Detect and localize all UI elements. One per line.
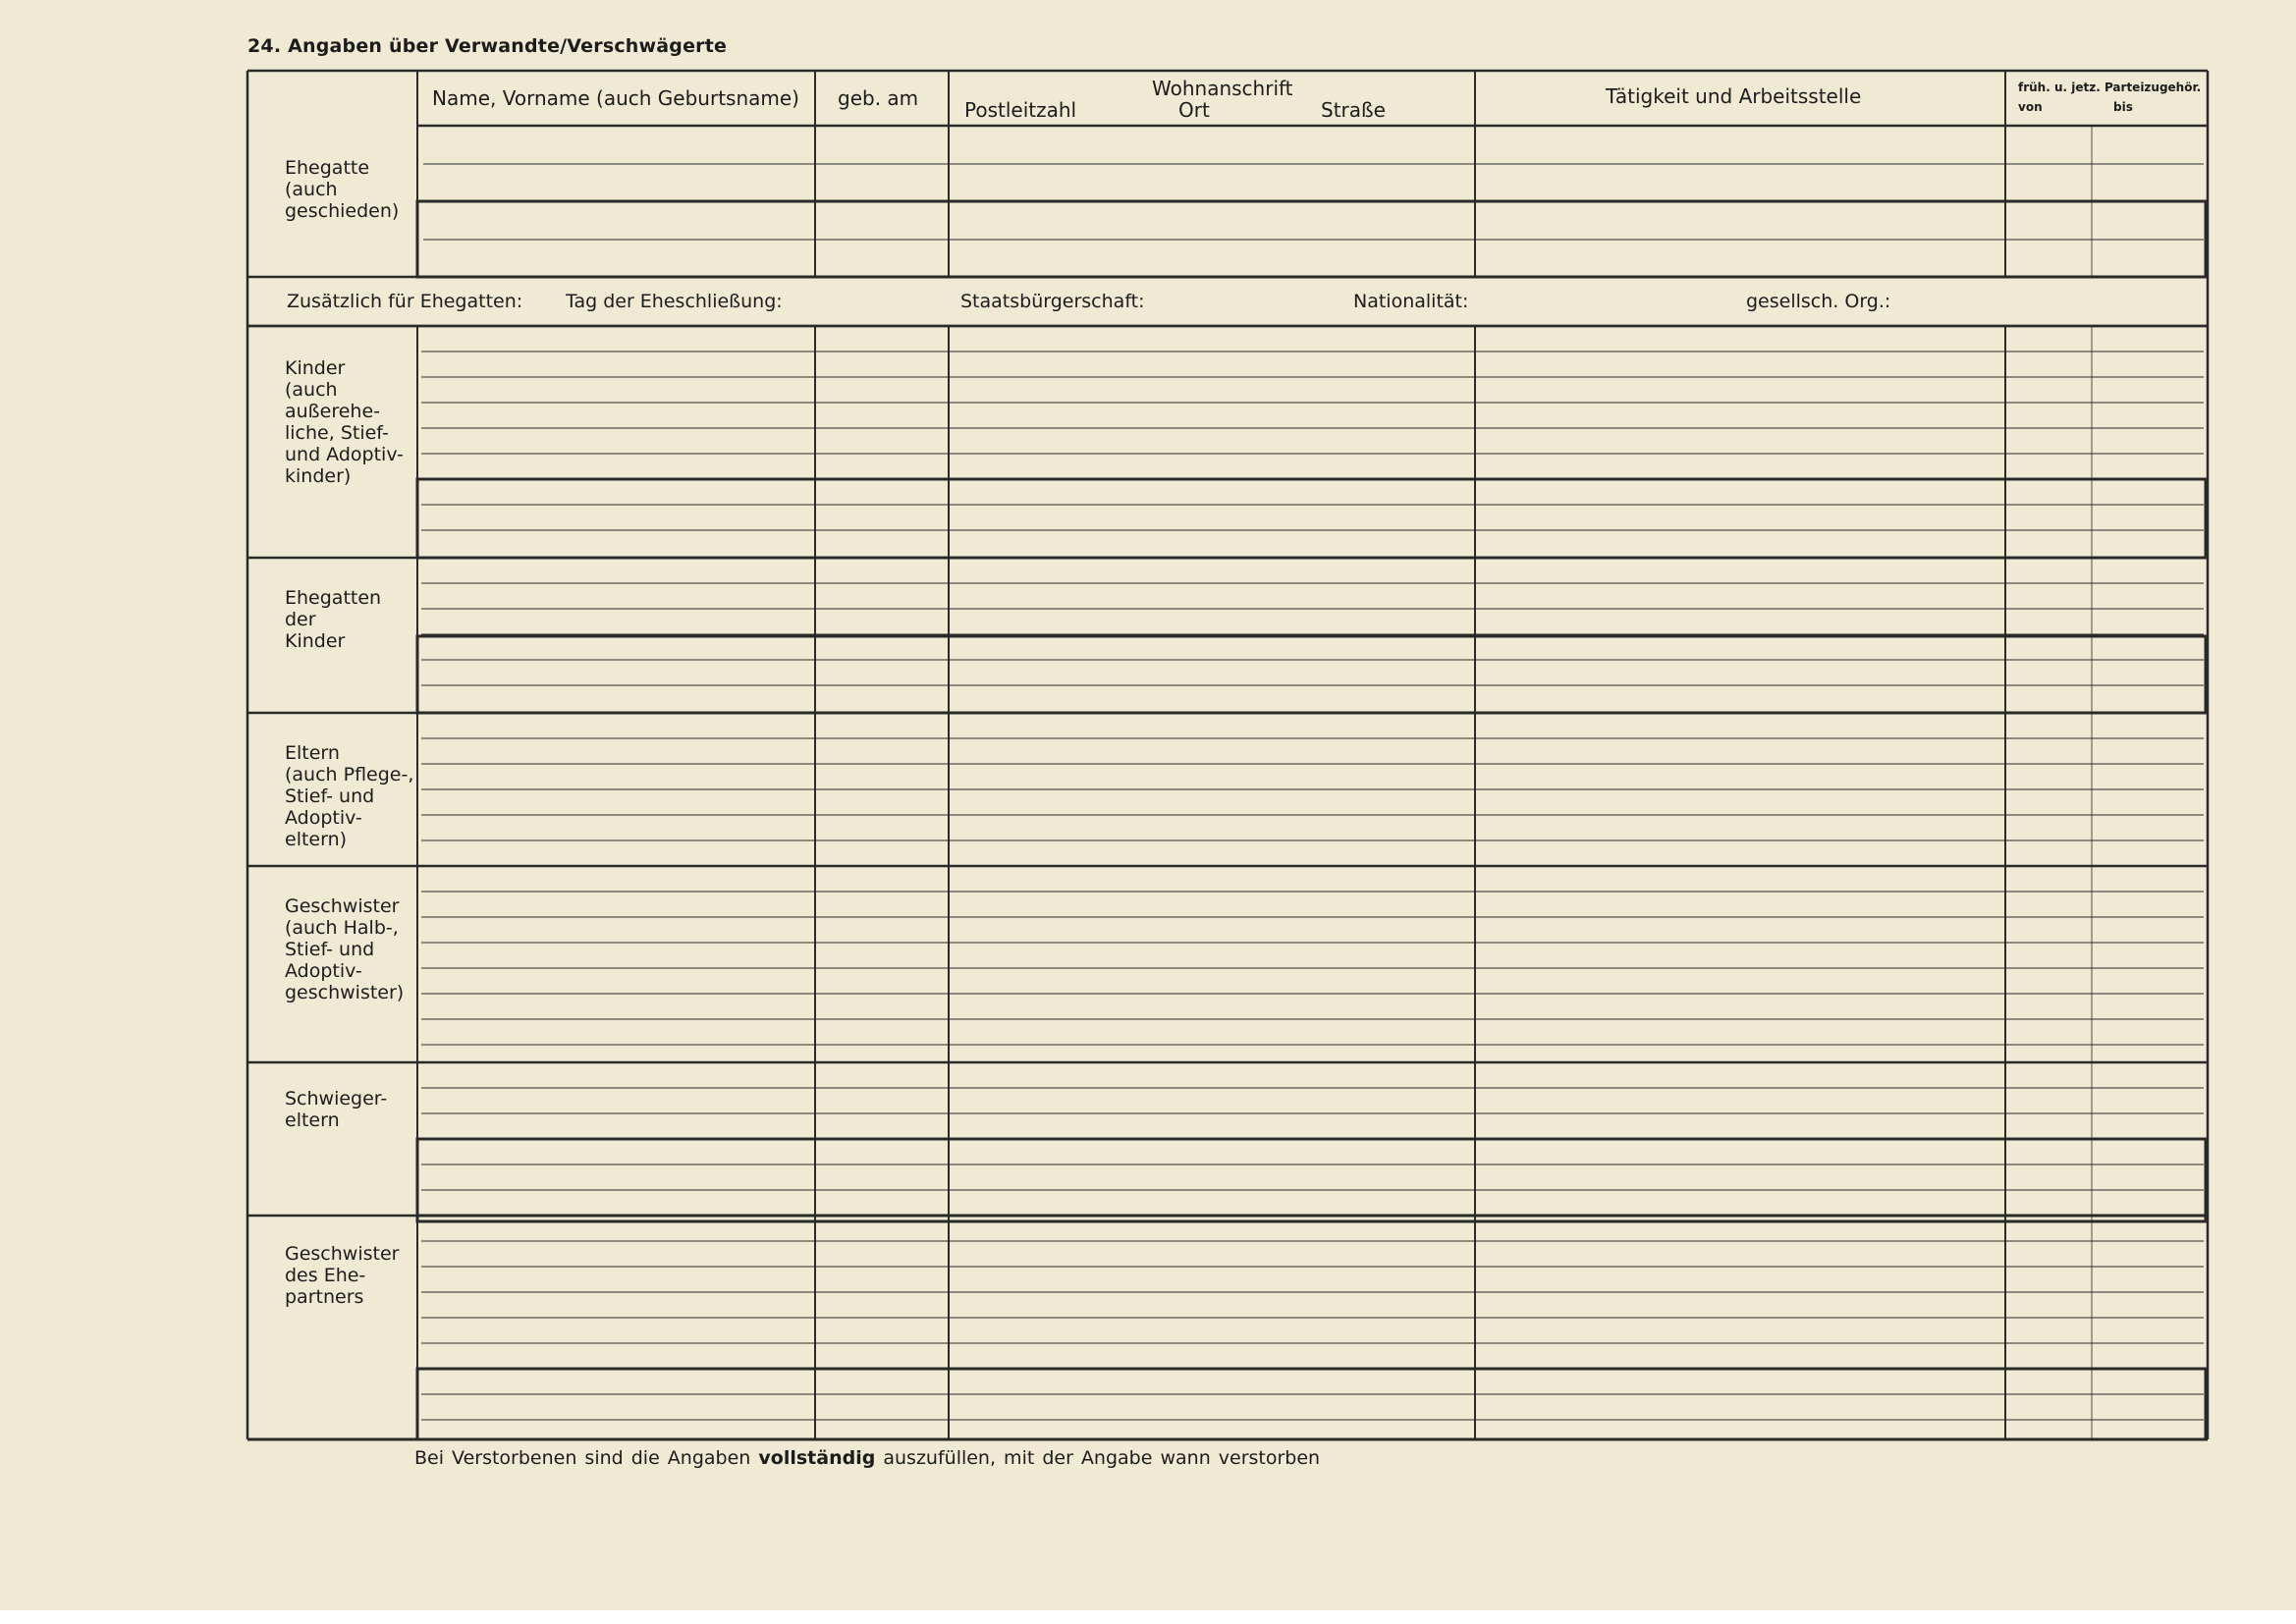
category-children: Kinder (auch außerehe- liche, Stief- und Adoptiv- kinder) [285,357,404,487]
category-partner-siblings: Geschwister des Ehe- partners [285,1243,400,1308]
column-party-header: früh. u. jetz. Parteizugehör. [2018,81,2202,94]
column-party-from-header: von [2018,100,2043,114]
bold-entry-box [417,1216,2206,1221]
footnote [414,1447,1320,1469]
section-number: 24. [247,35,282,57]
footnote-emphasis: vollständig [758,1447,876,1469]
bold-entry-box [417,636,2206,713]
marriage-date-label: Tag der Eheschließung: [566,291,783,312]
category-parents-in-law: Schwieger- eltern [285,1088,388,1131]
spouse-extra-label: Zusätzlich für Ehegatten: [287,291,523,312]
page-bottom-edge [0,1610,2296,1624]
category-siblings: Geschwister (auch Halb-, Stief- und Adoptiv- geschwister) [285,895,405,1003]
section-title-text: Angaben über Verwandte/Verschwägerte [288,35,728,57]
bold-entry-box [417,1139,2206,1216]
column-born-header: geb. am [838,86,919,110]
bold-entry-box [417,479,2206,558]
bold-entry-box [417,1369,2206,1439]
column-occupation-header: Tätigkeit und Arbeitsstelle [1606,84,1862,108]
category-parents: Eltern (auch Pflege-, Stief- und Adoptiv- eltern) [285,742,414,850]
form-grid [246,69,2210,1443]
column-street-header: Straße [1321,98,1386,122]
organisations-label: gesellsch. Org.: [1746,291,1891,312]
relatives-form [246,69,2210,1443]
column-name-header: Name, Vorname (auch Geburtsname) [432,86,799,110]
footnote-before: Bei Verstorbenen sind die Angaben [414,1447,751,1469]
category-spouse: Ehegatte (auch geschieden) [285,157,400,222]
section-title [247,35,727,57]
footnote-after: auszufüllen, mit der Angabe wann verstorben [883,1447,1321,1469]
column-address-header: Wohnanschrift [1152,77,1293,100]
nationality-label: Nationalität: [1353,291,1469,312]
category-children-spouses: Ehegatten der Kinder [285,587,382,652]
column-postcode-header: Postleitzahl [964,98,1077,122]
column-town-header: Ort [1178,98,1210,122]
citizenship-label: Staatsbürgerschaft: [960,291,1145,312]
column-party-to-header: bis [2113,100,2133,114]
